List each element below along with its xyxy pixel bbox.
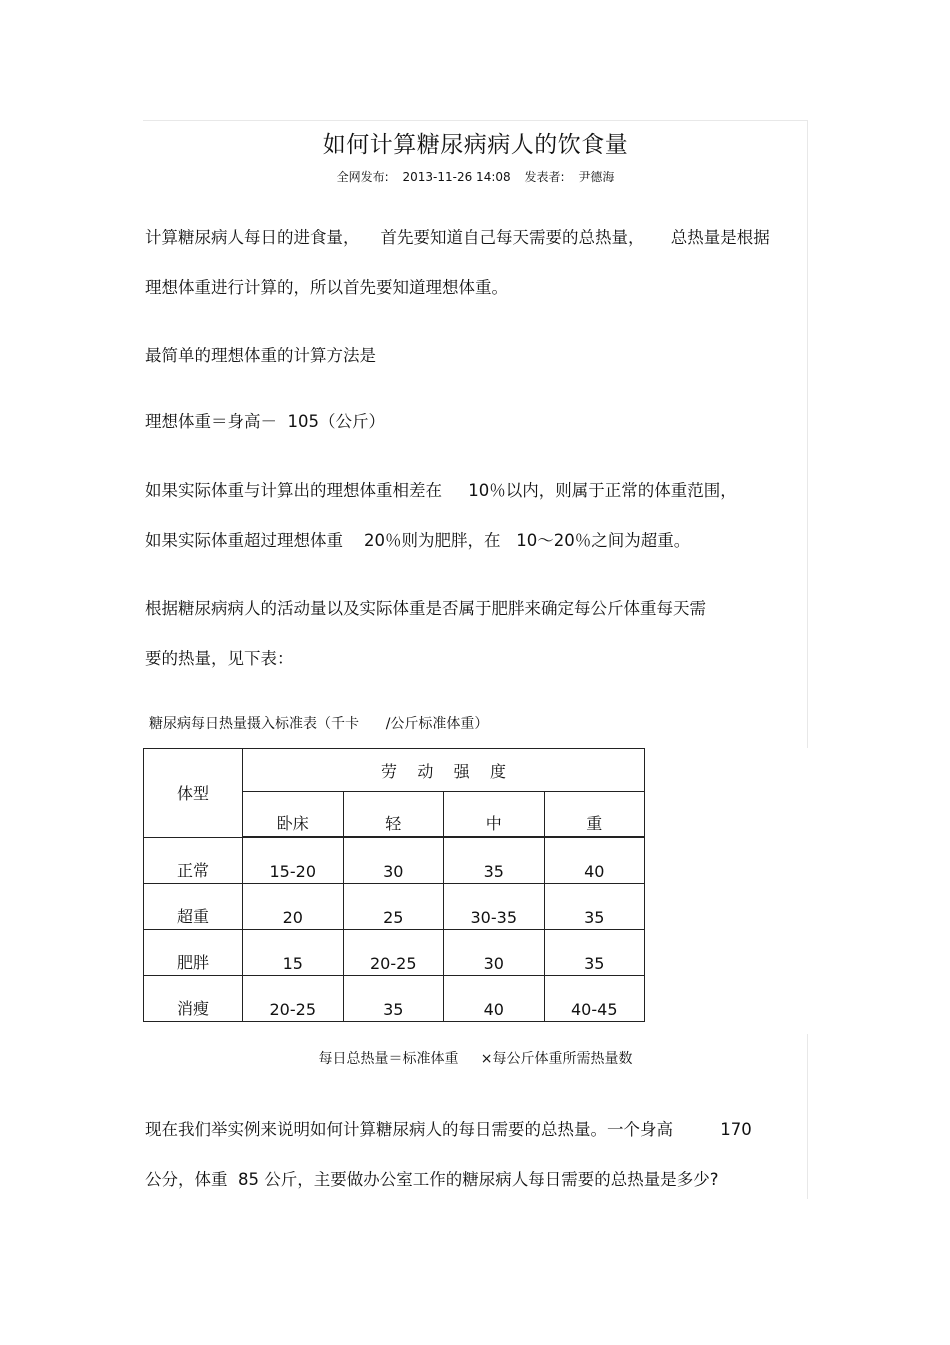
paragraph-line: 计算糖尿病人每日的进食量， 首先要知道自己每天需要的总热量， 总热量是根据 (145, 228, 770, 247)
table-cell: 40 (544, 837, 645, 884)
table-cell: 35 (343, 976, 444, 1022)
table-cell: 25 (343, 884, 444, 930)
row-type: 肥胖 (144, 930, 243, 976)
table-cell: 15 (243, 930, 344, 976)
author-label: 发表者: (524, 170, 565, 184)
col-header-medium: 中 (444, 792, 545, 838)
daily-calorie-formula: 每日总热量＝标准体重 ×每公斤体重所需热量数 (318, 1051, 633, 1067)
formula-ideal-weight: 理想体重＝身高－ 105（公斤） (145, 412, 385, 431)
table-row (144, 884, 645, 930)
table-row (144, 930, 645, 976)
col-header-light: 轻 (343, 792, 444, 838)
table-cell: 20-25 (343, 930, 444, 976)
published-label: 全网发布: (336, 170, 389, 184)
table-row (144, 837, 645, 884)
author-name: 尹德海 (578, 170, 615, 184)
paragraph-line: 最简单的理想体重的计算方法是 (145, 346, 376, 365)
table-cell: 40-45 (544, 976, 645, 1022)
table-caption: 糖尿病每日热量摄入标准表（千卡 /公斤标准体重） (149, 716, 489, 732)
table-cell: 35 (444, 837, 545, 884)
table-cell: 30 (343, 837, 444, 884)
col-header-heavy: 重 (544, 792, 645, 838)
example-line: 现在我们举实例来说明如何计算糖尿病人的每日需要的总热量。一个身高 170 (145, 1120, 752, 1139)
table-cell: 20 (243, 884, 344, 930)
table-cell: 35 (544, 930, 645, 976)
example-line: 公分，体重 85 公斤，主要做办公室工作的糖尿病人每日需要的总热量是多少? (145, 1170, 719, 1189)
paragraph-line: 如果实际体重与计算出的理想体重相差在 10％以内，则属于正常的体重范围， (145, 481, 737, 500)
col-header-bedrest: 卧床 (243, 792, 344, 838)
table-cell: 40 (444, 976, 545, 1022)
paragraph-line: 根据糖尿病病人的活动量以及实际体重是否属于肥胖来确定每公斤体重每天需 (145, 599, 706, 618)
table-cell: 35 (544, 884, 645, 930)
table-row (144, 976, 645, 1022)
table-cell: 15-20 (243, 837, 344, 884)
table-cell: 30-35 (444, 884, 545, 930)
paragraph-line: 如果实际体重超过理想体重 20％则为肥胖，在 10～20％之间为超重。 (145, 531, 691, 550)
row-type: 超重 (144, 884, 243, 930)
table-cell: 20-25 (243, 976, 344, 1022)
body-type-header: 体型 (144, 749, 243, 838)
calorie-table (143, 748, 645, 1022)
row-type: 正常 (144, 837, 243, 884)
table-header-row (144, 749, 645, 792)
paragraph-line: 理想体重进行计算的，所以首先要知道理想体重。 (145, 278, 508, 297)
labor-intensity-header (243, 749, 645, 792)
publish-datetime: 2013-11-26 14:08 (402, 170, 511, 184)
table-cell: 30 (444, 930, 545, 976)
paragraph-line: 要的热量，见下表： (145, 649, 294, 668)
article-title: 如何计算糖尿病病人的饮食量 (322, 132, 629, 158)
article-meta (143, 168, 808, 185)
labor-intensity-label: 劳 动 强 度 (380, 761, 507, 781)
row-type: 消瘦 (144, 976, 243, 1022)
